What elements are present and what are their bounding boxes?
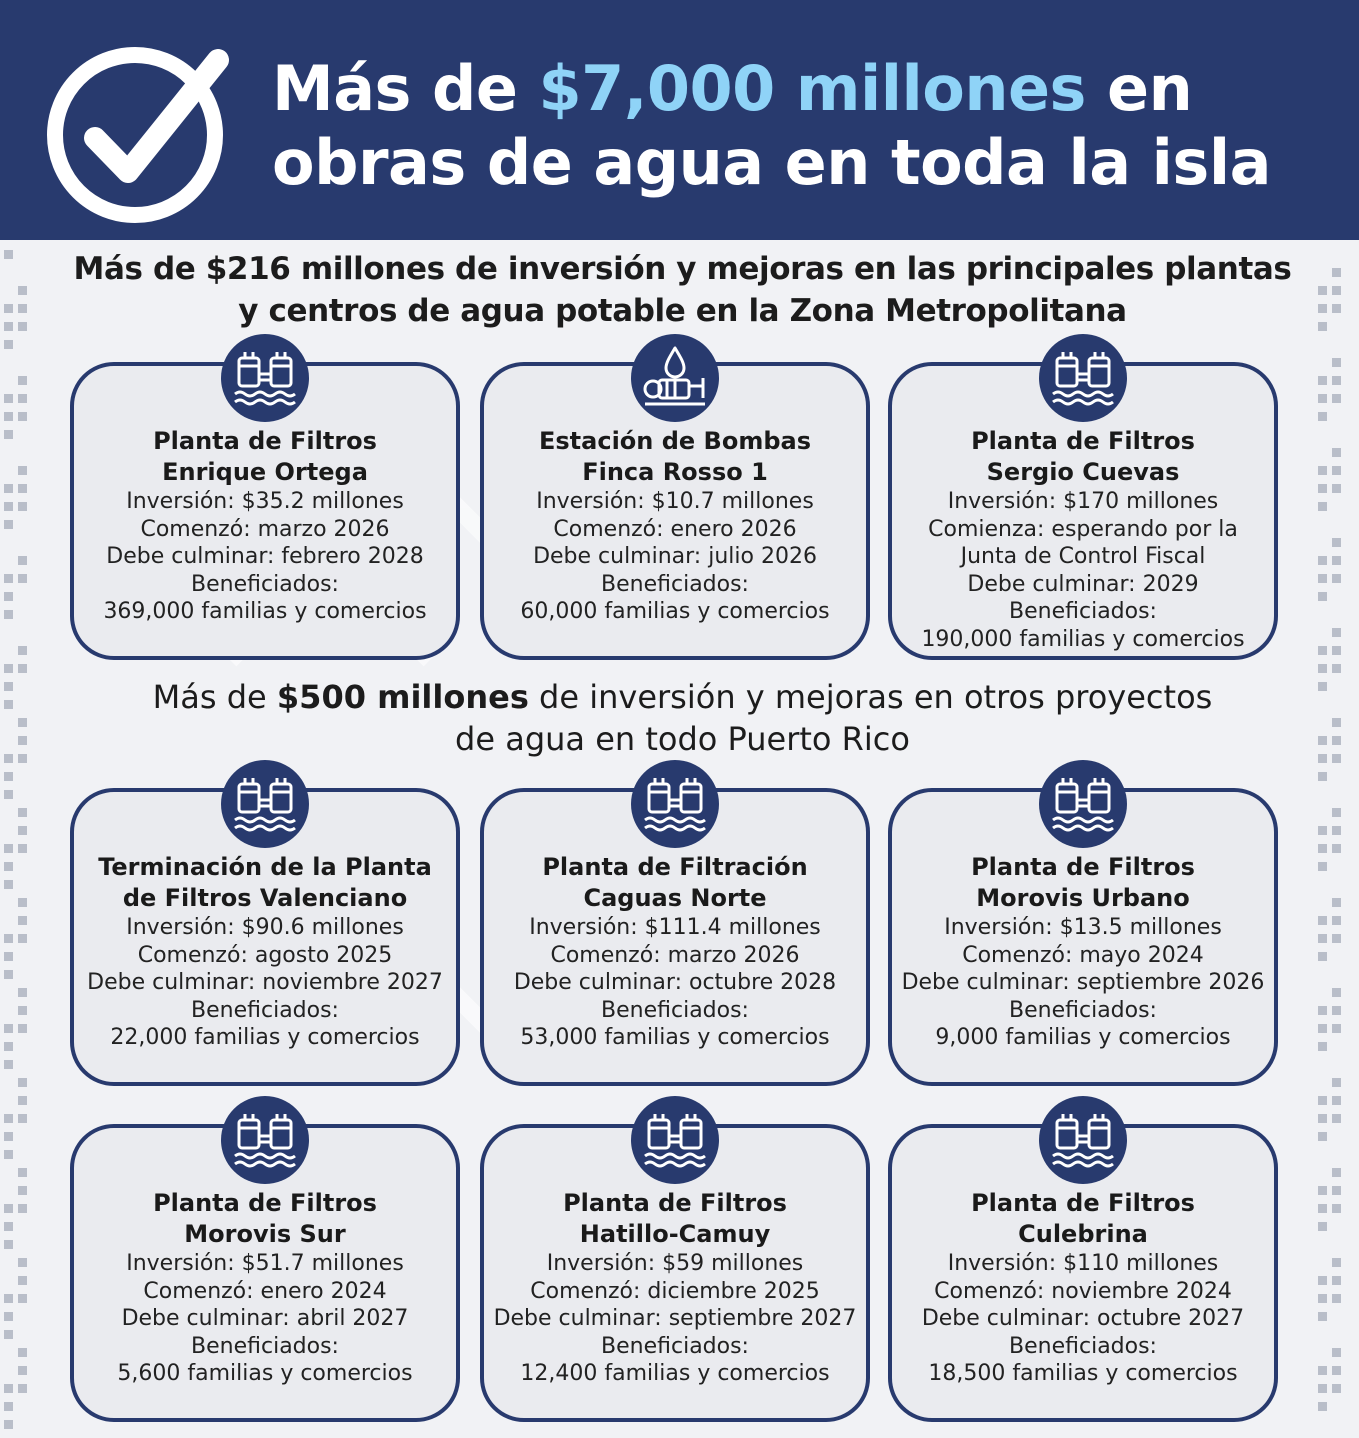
project-details — [74, 852, 456, 1052]
project-detail-line: Beneficiados: — [601, 571, 749, 597]
project-detail-line: Inversión: $111.4 millones — [529, 915, 821, 940]
project-name: Planta de Filtros — [153, 1189, 377, 1217]
project-details — [892, 1188, 1274, 1388]
project-detail-line: 60,000 familias y comercios — [520, 599, 830, 624]
pattern-dot — [18, 934, 27, 943]
pattern-dot — [4, 1384, 13, 1393]
pattern-dot — [1332, 754, 1341, 763]
pattern-dot — [1332, 736, 1341, 745]
pattern-dot — [1332, 1024, 1341, 1033]
project-detail-line: Beneficiados: — [191, 997, 339, 1023]
pattern-dot — [18, 1168, 27, 1177]
project-name: Morovis Sur — [184, 1220, 346, 1248]
pattern-dot — [1318, 1024, 1327, 1033]
pattern-dot — [1332, 718, 1341, 727]
pattern-dot — [18, 1186, 27, 1195]
pattern-dot — [1332, 664, 1341, 673]
pattern-dot — [1332, 394, 1341, 403]
project-detail-line: Inversión: $110 millones — [947, 1251, 1219, 1276]
project-detail-line: Inversión: $35.2 millones — [126, 489, 404, 514]
pattern-dot — [18, 322, 27, 331]
pattern-dot — [1332, 538, 1341, 547]
pattern-dot — [18, 1078, 27, 1087]
pattern-dot — [18, 1276, 27, 1285]
pattern-dot — [1332, 988, 1341, 997]
pattern-dot — [4, 1060, 13, 1069]
project-name: Terminación de la Planta — [98, 853, 432, 881]
project-detail-line: Inversión: $51.7 millones — [126, 1251, 404, 1276]
project-detail-line: Debe culminar: octubre 2028 — [513, 970, 837, 995]
pattern-dot — [18, 1114, 27, 1123]
pattern-dot — [1332, 628, 1341, 637]
pattern-dot — [1332, 808, 1341, 817]
pattern-dot — [4, 1294, 13, 1303]
project-name: Finca Rosso 1 — [582, 458, 768, 486]
project-detail-line: 18,500 familias y comercios — [928, 1361, 1238, 1386]
project-name: Planta de Filtros — [971, 853, 1195, 881]
project-detail-line: Comenzó: agosto 2025 — [137, 942, 393, 968]
pattern-dot — [18, 1384, 27, 1393]
project-detail-line: Debe culminar: septiembre 2026 — [901, 970, 1265, 995]
pattern-dot — [4, 394, 13, 403]
project-name: Caguas Norte — [583, 884, 767, 912]
pattern-dot — [18, 718, 27, 727]
pattern-dot — [18, 466, 27, 475]
project-detail-line: Inversión: $90.6 millones — [126, 915, 404, 940]
pattern-dot — [1332, 844, 1341, 853]
pattern-dot — [1318, 1222, 1327, 1231]
section-title-metro: Más de $216 millones de inversión y mejoras en las principales plantas y centros de agua potable en la Zona Metropolitana — [73, 251, 1292, 329]
pattern-dot — [1318, 826, 1327, 835]
pattern-dot — [1318, 1006, 1327, 1015]
pattern-dot — [4, 1042, 13, 1051]
project-detail-line: Inversión: $10.7 millones — [536, 489, 814, 514]
project-details — [484, 426, 866, 626]
project-detail-line: 12,400 familias y comercios — [520, 1361, 830, 1386]
pattern-dot — [1318, 1204, 1327, 1213]
pattern-dot — [1318, 1276, 1327, 1285]
pattern-dot — [1332, 448, 1341, 457]
filter-plant-icon — [221, 334, 309, 422]
pattern-dot — [4, 1240, 13, 1249]
project-detail-line: 5,600 familias y comercios — [117, 1361, 413, 1386]
pattern-dot — [4, 250, 13, 259]
pattern-dot — [18, 898, 27, 907]
project-detail-line: Beneficiados: — [1009, 1333, 1157, 1359]
filter-plant-icon — [631, 760, 719, 848]
pattern-dot — [18, 394, 27, 403]
filter-plant-icon — [1039, 334, 1127, 422]
project-detail-line: Debe culminar: septiembre 2027 — [493, 1306, 857, 1331]
pattern-dot — [18, 736, 27, 745]
pattern-dot — [1318, 1096, 1327, 1105]
pattern-dot — [4, 1132, 13, 1141]
pattern-dot — [1318, 1366, 1327, 1375]
project-details — [892, 852, 1274, 1052]
pattern-dot — [18, 1096, 27, 1105]
pattern-dot — [1318, 916, 1327, 925]
pattern-dot — [4, 1204, 13, 1213]
pattern-dot — [1318, 484, 1327, 493]
project-name: Sergio Cuevas — [986, 458, 1180, 486]
pattern-dot — [18, 1348, 27, 1357]
pattern-dot — [1332, 556, 1341, 565]
pattern-dot — [1332, 1096, 1341, 1105]
pattern-dot — [18, 826, 27, 835]
pattern-dot — [4, 1150, 13, 1159]
title-amount: $7,000 millones — [538, 52, 1086, 125]
project-detail-line: Beneficiados: — [601, 997, 749, 1023]
pattern-dot — [1318, 1042, 1327, 1051]
pattern-dot — [1332, 1348, 1341, 1357]
project-detail-line: Debe culminar: noviembre 2027 — [87, 970, 443, 995]
pattern-dot — [1318, 664, 1327, 673]
pattern-dot — [18, 286, 27, 295]
pattern-dot — [1332, 1276, 1341, 1285]
pattern-dot — [4, 880, 13, 889]
pattern-dot — [4, 772, 13, 781]
pattern-dot — [18, 574, 27, 583]
pattern-dot — [1332, 286, 1341, 295]
pattern-dot — [4, 1312, 13, 1321]
pattern-dot — [1332, 1258, 1341, 1267]
pattern-dot — [4, 862, 13, 871]
project-detail-line: Beneficiados: — [191, 1333, 339, 1359]
pattern-dot — [18, 484, 27, 493]
pattern-dot — [18, 502, 27, 511]
pattern-dot — [1318, 1294, 1327, 1303]
pattern-dot — [4, 502, 13, 511]
pattern-dot — [1318, 1312, 1327, 1321]
check-circle-icon — [40, 40, 230, 230]
pattern-dot — [1332, 376, 1341, 385]
project-detail-line: Debe culminar: octubre 2027 — [921, 1306, 1245, 1331]
pattern-dot — [1318, 376, 1327, 385]
pattern-dot — [1318, 574, 1327, 583]
project-detail-line: 22,000 familias y comercios — [110, 1025, 420, 1050]
header-banner — [0, 0, 1359, 240]
pattern-dot — [4, 754, 13, 763]
pattern-dot — [1332, 1294, 1341, 1303]
pattern-dot — [1332, 916, 1341, 925]
project-details — [74, 1188, 456, 1388]
project-detail-line: Beneficiados: — [601, 1333, 749, 1359]
pattern-dot — [4, 304, 13, 313]
project-detail-line: Debe culminar: julio 2026 — [533, 544, 817, 569]
pattern-dot — [1318, 1132, 1327, 1141]
pattern-dot — [1332, 1366, 1341, 1375]
filter-plant-icon — [221, 1096, 309, 1184]
pattern-dot — [18, 808, 27, 817]
pattern-dot — [1318, 412, 1327, 421]
project-detail-line: Beneficiados: — [1009, 997, 1157, 1023]
pattern-dot — [1318, 1402, 1327, 1411]
pattern-dot — [4, 952, 13, 961]
project-name: Planta de Filtros — [971, 427, 1195, 455]
project-name: Planta de Filtros — [563, 1189, 787, 1217]
pattern-dot — [18, 1294, 27, 1303]
pattern-dot — [1332, 574, 1341, 583]
pattern-dot — [1332, 1078, 1341, 1087]
project-name: Planta de Filtros — [153, 427, 377, 455]
pattern-dot — [1318, 394, 1327, 403]
project-details — [484, 852, 866, 1052]
project-detail-line: Comenzó: enero 2026 — [553, 516, 797, 542]
pattern-dot — [1318, 556, 1327, 565]
project-details — [484, 1188, 866, 1388]
pattern-dot — [18, 916, 27, 925]
filter-plant-icon — [1039, 1096, 1127, 1184]
pattern-dot — [18, 1006, 27, 1015]
project-name: Planta de Filtros — [971, 1189, 1195, 1217]
project-detail-line: 9,000 familias y comercios — [935, 1025, 1231, 1050]
project-name: Estación de Bombas — [539, 427, 811, 455]
pattern-dot — [18, 646, 27, 655]
pattern-dot — [4, 934, 13, 943]
pattern-dot — [18, 1024, 27, 1033]
project-detail-line: Inversión: $59 millones — [546, 1251, 804, 1276]
pattern-dot — [4, 844, 13, 853]
pattern-dot — [1318, 1384, 1327, 1393]
page-title: Más de $7,000 millones en obras de agua en toda la isla — [272, 52, 1271, 199]
pattern-dot — [1332, 934, 1341, 943]
pattern-dot — [4, 1402, 13, 1411]
pattern-dot — [1332, 268, 1341, 277]
pattern-dot — [4, 1114, 13, 1123]
pattern-dot — [1318, 1186, 1327, 1195]
project-detail-line: Debe culminar: abril 2027 — [121, 1306, 409, 1331]
pattern-dot — [1332, 1384, 1341, 1393]
pattern-dot — [1318, 502, 1327, 511]
pattern-dot — [4, 1024, 13, 1033]
pattern-dot — [1318, 646, 1327, 655]
project-detail-line: Comenzó: diciembre 2025 — [530, 1278, 820, 1304]
project-detail-line: Beneficiados: — [191, 571, 339, 597]
project-detail-line: 53,000 familias y comercios — [520, 1025, 830, 1050]
pattern-dot — [4, 700, 13, 709]
filter-plant-icon — [1039, 760, 1127, 848]
pattern-dot — [4, 322, 13, 331]
project-detail-line: 190,000 familias y comercios — [921, 626, 1245, 652]
project-name: Morovis Urbano — [976, 884, 1190, 912]
project-detail-line: 369,000 familias y comercios — [103, 599, 427, 624]
pattern-dot — [18, 376, 27, 385]
pattern-dot — [18, 1204, 27, 1213]
pattern-dot — [1318, 934, 1327, 943]
project-detail-line: Junta de Control Fiscal — [960, 544, 1206, 569]
filter-plant-icon — [631, 1096, 719, 1184]
pattern-dot — [4, 340, 13, 349]
pattern-dot — [4, 970, 13, 979]
pattern-dot — [1318, 466, 1327, 475]
project-name: Hatillo-Camuy — [579, 1220, 771, 1248]
pattern-dot — [4, 790, 13, 799]
pattern-dot — [18, 1366, 27, 1375]
project-name: Culebrina — [1018, 1220, 1148, 1248]
project-detail-line: Comenzó: noviembre 2024 — [934, 1278, 1232, 1304]
pattern-dot — [1318, 862, 1327, 871]
pattern-dot — [1318, 1114, 1327, 1123]
pattern-dot — [4, 1420, 13, 1429]
pattern-dot — [1332, 1006, 1341, 1015]
pattern-dot — [1332, 898, 1341, 907]
pattern-dot — [4, 610, 13, 619]
project-detail-line: Comenzó: marzo 2026 — [140, 516, 390, 542]
pattern-dot — [1332, 1204, 1341, 1213]
project-name: de Filtros Valenciano — [122, 884, 408, 912]
pattern-dot — [4, 574, 13, 583]
pattern-dot — [4, 412, 13, 421]
section-title-island: Más de $500 millones de inversión y mejoras en otros proyectos de agua en todo Puerto Rico — [152, 678, 1213, 758]
pattern-dot — [18, 664, 27, 673]
project-details — [892, 426, 1274, 653]
project-detail-line: Debe culminar: 2029 — [967, 571, 1199, 597]
pattern-dot — [18, 1258, 27, 1267]
pattern-dot — [4, 484, 13, 493]
project-detail-line: Inversión: $13.5 millones — [944, 915, 1222, 940]
project-detail-line: Inversión: $170 millones — [947, 489, 1219, 514]
project-detail-line: Comenzó: mayo 2024 — [962, 942, 1204, 968]
project-detail-line: Comenzó: marzo 2026 — [550, 942, 800, 968]
pattern-dot — [18, 556, 27, 565]
pattern-dot — [1332, 646, 1341, 655]
pump-station-icon — [631, 334, 719, 422]
pattern-dot — [18, 844, 27, 853]
pattern-dot — [4, 1330, 13, 1339]
pattern-dot — [18, 988, 27, 997]
pattern-dot — [1318, 592, 1327, 601]
pattern-dot — [1332, 484, 1341, 493]
pattern-dot — [4, 592, 13, 601]
project-detail-line: Comienza: esperando por la — [928, 516, 1238, 542]
pattern-dot — [1332, 466, 1341, 475]
pattern-dot — [1318, 772, 1327, 781]
project-detail-line: Beneficiados: — [1009, 599, 1157, 624]
pattern-dot — [18, 754, 27, 763]
project-name: Planta de Filtración — [542, 853, 808, 881]
pattern-dot — [1318, 844, 1327, 853]
pattern-dot — [4, 664, 13, 673]
pattern-dot — [1332, 826, 1341, 835]
pattern-dot — [18, 412, 27, 421]
pattern-dot — [1332, 304, 1341, 313]
pattern-dot — [4, 520, 13, 529]
project-detail-line: Debe culminar: febrero 2028 — [106, 544, 424, 569]
pattern-dot — [1332, 358, 1341, 367]
pattern-dot — [4, 1222, 13, 1231]
filter-plant-icon — [221, 760, 309, 848]
pattern-dot — [1318, 952, 1327, 961]
pattern-dot — [1332, 1114, 1341, 1123]
project-details — [74, 426, 456, 626]
pattern-dot — [1332, 1168, 1341, 1177]
pattern-dot — [4, 430, 13, 439]
pattern-dot — [4, 682, 13, 691]
pattern-dot — [1332, 1186, 1341, 1195]
project-name: Enrique Ortega — [162, 458, 368, 486]
project-detail-line: Comenzó: enero 2024 — [143, 1278, 387, 1304]
pattern-dot — [18, 304, 27, 313]
